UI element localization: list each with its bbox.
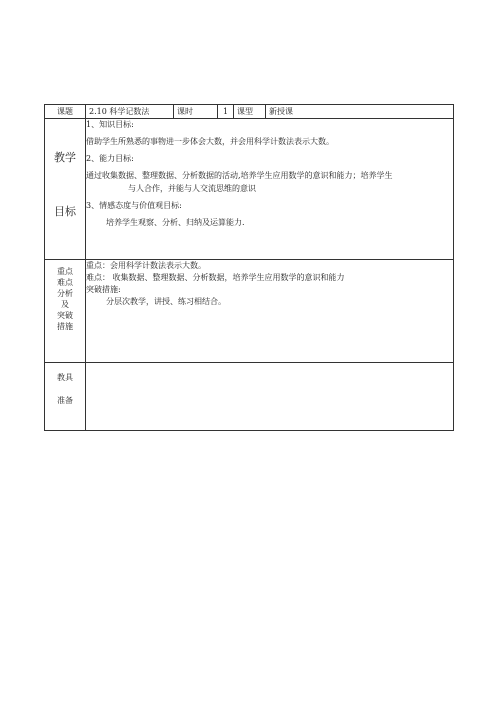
measures-text: 分层次教学，讲授、练习相结合。	[106, 297, 226, 306]
focus-label-line: 分析	[57, 289, 73, 298]
focus-row	[45, 260, 454, 363]
focus-label-line: 及	[61, 300, 69, 309]
ability-heading: 2、能力目标:	[86, 154, 134, 163]
difficulty: 难点： 收集数据、整理数据、分析数据，培养学生应用数学的意识和能力	[86, 273, 345, 282]
focus-label-cell	[45, 260, 86, 363]
tools-label-cell	[45, 363, 86, 431]
focus-label-line: 重点	[57, 267, 73, 276]
focus-label-line: 措施	[57, 322, 73, 331]
course-title: 2.10 科学记数法	[86, 105, 174, 118]
goals-label-line2: 目标	[54, 205, 76, 218]
focus-label-line: 难点	[57, 278, 73, 287]
goals-label-cell	[45, 119, 86, 260]
tools-label-line2: 准备	[57, 396, 73, 405]
hours-value: 1	[218, 105, 234, 118]
tools-content	[86, 363, 454, 431]
type-label: 课型	[234, 105, 266, 118]
ability-text-2: 与人合作，并能与人交流思维的意识	[128, 184, 256, 193]
knowledge-heading: 1、知识目标:	[86, 120, 134, 129]
goals-content	[86, 119, 454, 260]
measures-heading: 突破措施:	[86, 285, 121, 294]
hours-label: 课时	[174, 105, 218, 118]
goals-row	[45, 119, 454, 260]
header-row	[45, 105, 454, 119]
type-value: 新授课	[269, 107, 293, 116]
goals-label-line1: 教学	[54, 151, 76, 164]
key-point: 重点：会用科学计数法表示大数。	[86, 261, 206, 270]
knowledge-text: 借助学生所熟悉的事物进一步体会大数，并会用科学计数法表示大数。	[86, 137, 334, 146]
course-label: 课题	[45, 105, 86, 119]
tools-label-line1: 教具	[57, 373, 73, 382]
ability-text-1: 通过收集数据、整理数据、分析数据的活动,培养学生应用数学的意识和能力；培养学生	[86, 171, 393, 180]
tools-row	[45, 363, 454, 431]
header-details	[86, 105, 454, 119]
focus-content	[86, 260, 454, 363]
emotion-text: 培养学生观察、分析、归纳及运算能力.	[106, 218, 245, 227]
lesson-plan-table	[44, 104, 454, 431]
focus-label-line: 突破	[57, 311, 73, 320]
emotion-heading: 3、情感态度与价值观目标:	[86, 201, 182, 210]
